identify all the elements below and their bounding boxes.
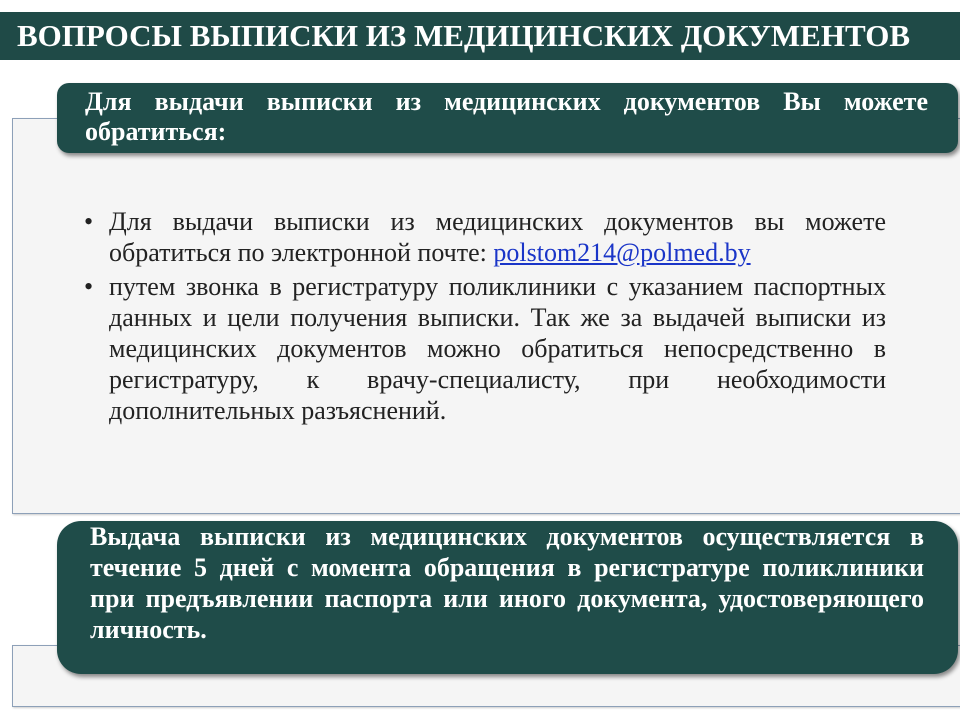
bullet-icon: •	[84, 272, 94, 301]
email-link[interactable]: polstom214@polmed.by	[493, 238, 751, 267]
footer-text: Выдача выписки из медицинских документов осуществляется в течение 5 дней с момента обращения в регистратуре поликлиники при предъявлении паспорта или иного документа, удостоверяющего личность.	[90, 522, 924, 644]
list-item-text: путем звонка в регистратуру поликлиники с указанием паспортных данных и цели получения выписки. Так же за выдачей выписки из медицинских документов можно обратиться непосредственно в регистратуру, к врачу-специалисту, при необходимости дополнительных разъяснений.	[109, 272, 886, 425]
list-item	[84, 271, 886, 426]
list-item-text: Для выдачи выписки из медицинских документов вы можете обратиться по электронной почте:	[109, 207, 886, 267]
slide-title: ВОПРОСЫ ВЫПИСКИ ИЗ МЕДИЦИНСКИХ ДОКУМЕНТОВ	[0, 12, 960, 60]
bullet-icon: •	[84, 207, 94, 236]
header-box: Для выдачи выписки из медицинских документов Вы можете обратиться:	[57, 83, 958, 153]
footer-box	[57, 521, 958, 674]
list-item	[84, 206, 886, 268]
contact-list	[84, 206, 886, 429]
